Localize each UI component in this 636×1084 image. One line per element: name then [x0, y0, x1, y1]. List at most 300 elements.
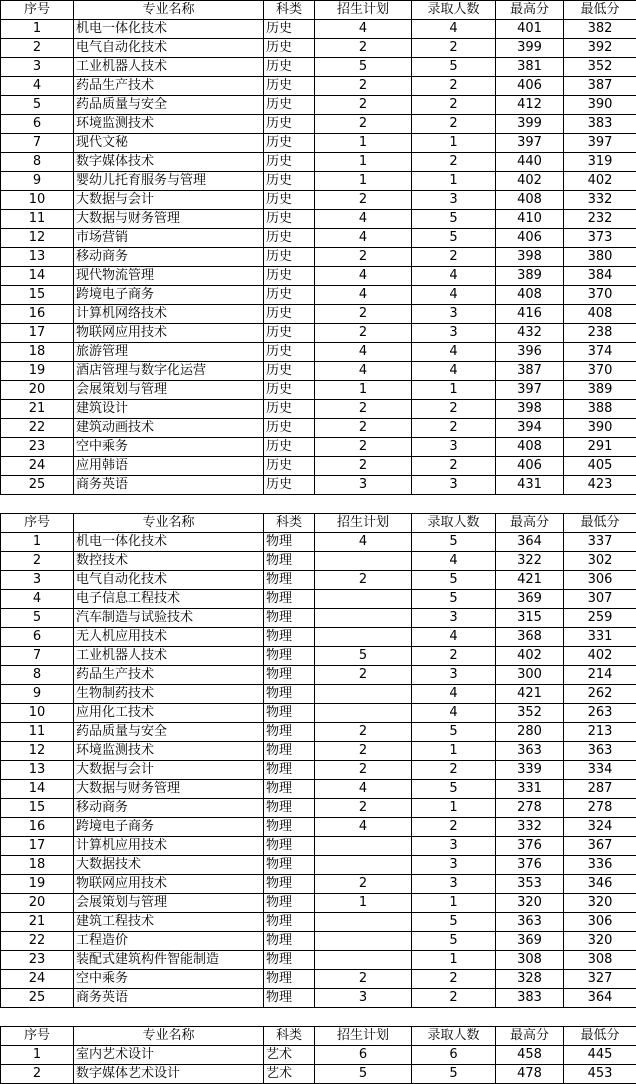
cell-lowest-score: 405 — [564, 457, 636, 476]
cell-lowest-score: 364 — [564, 989, 636, 1008]
cell-admitted-count: 4 — [412, 685, 496, 704]
cell-lowest-score: 382 — [564, 20, 636, 39]
cell-major-name: 酒店管理与数字化运营 — [74, 362, 264, 381]
cell-seq: 4 — [1, 77, 74, 96]
cell-category: 物理 — [264, 742, 315, 761]
cell-admitted-count: 1 — [412, 894, 496, 913]
cell-major-name: 跨境电子商务 — [74, 818, 264, 837]
table-row — [1, 191, 636, 210]
cell-major-name: 物联网应用技术 — [74, 324, 264, 343]
cell-admitted-count: 5 — [412, 780, 496, 799]
table-row — [1, 400, 636, 419]
cell-admitted-count: 5 — [412, 590, 496, 609]
cell-highest-score: 478 — [496, 1065, 564, 1084]
column-header-admitted-count: 录取人数 — [412, 1027, 496, 1046]
table-row — [1, 856, 636, 875]
cell-lowest-score: 370 — [564, 362, 636, 381]
table-row — [1, 248, 636, 267]
cell-admitted-count: 3 — [412, 856, 496, 875]
cell-category: 物理 — [264, 647, 315, 666]
cell-category: 物理 — [264, 875, 315, 894]
cell-lowest-score: 383 — [564, 115, 636, 134]
cell-lowest-score: 384 — [564, 267, 636, 286]
cell-category: 历史 — [264, 20, 315, 39]
table-header-row — [1, 1, 636, 20]
cell-seq: 3 — [1, 58, 74, 77]
cell-highest-score: 280 — [496, 723, 564, 742]
cell-highest-score: 416 — [496, 305, 564, 324]
cell-seq: 16 — [1, 305, 74, 324]
cell-major-name: 应用化工技术 — [74, 704, 264, 723]
cell-major-name: 物联网应用技术 — [74, 875, 264, 894]
cell-seq: 22 — [1, 419, 74, 438]
cell-enrollment-plan: 4 — [315, 533, 412, 552]
cell-category: 历史 — [264, 476, 315, 495]
column-header-enrollment-plan: 招生计划 — [315, 1, 412, 20]
cell-enrollment-plan — [315, 856, 412, 875]
cell-seq: 5 — [1, 609, 74, 628]
cell-major-name: 商务英语 — [74, 989, 264, 1008]
cell-enrollment-plan: 1 — [315, 381, 412, 400]
cell-highest-score: 363 — [496, 913, 564, 932]
cell-category: 物理 — [264, 571, 315, 590]
cell-major-name: 计算机网络技术 — [74, 305, 264, 324]
column-header-admitted-count: 录取人数 — [412, 1, 496, 20]
cell-seq: 5 — [1, 96, 74, 115]
cell-enrollment-plan: 1 — [315, 134, 412, 153]
cell-category: 历史 — [264, 96, 315, 115]
cell-enrollment-plan — [315, 932, 412, 951]
cell-highest-score: 401 — [496, 20, 564, 39]
cell-admitted-count: 5 — [412, 229, 496, 248]
table-row — [1, 39, 636, 58]
cell-category: 历史 — [264, 134, 315, 153]
cell-lowest-score: 390 — [564, 419, 636, 438]
cell-major-name: 工业机器人技术 — [74, 58, 264, 77]
cell-highest-score: 397 — [496, 381, 564, 400]
cell-seq: 17 — [1, 837, 74, 856]
cell-enrollment-plan: 2 — [315, 191, 412, 210]
cell-category: 物理 — [264, 856, 315, 875]
cell-highest-score: 440 — [496, 153, 564, 172]
cell-lowest-score: 306 — [564, 571, 636, 590]
cell-highest-score: 410 — [496, 210, 564, 229]
table-row — [1, 1065, 636, 1084]
cell-admitted-count: 2 — [412, 153, 496, 172]
table-header-row — [1, 1027, 636, 1046]
cell-category: 历史 — [264, 400, 315, 419]
cell-major-name: 数字媒体艺术设计 — [74, 1065, 264, 1084]
cell-enrollment-plan — [315, 913, 412, 932]
table-row — [1, 476, 636, 495]
cell-lowest-score: 331 — [564, 628, 636, 647]
cell-admitted-count: 3 — [412, 875, 496, 894]
table-row — [1, 742, 636, 761]
cell-category: 历史 — [264, 115, 315, 134]
cell-major-name: 大数据与财务管理 — [74, 210, 264, 229]
table-row — [1, 77, 636, 96]
table-row — [1, 229, 636, 248]
cell-category: 历史 — [264, 305, 315, 324]
cell-enrollment-plan: 3 — [315, 476, 412, 495]
cell-seq: 17 — [1, 324, 74, 343]
cell-lowest-score: 302 — [564, 552, 636, 571]
table-row — [1, 704, 636, 723]
table-row — [1, 837, 636, 856]
table-row — [1, 362, 636, 381]
cell-lowest-score: 380 — [564, 248, 636, 267]
cell-enrollment-plan: 2 — [315, 400, 412, 419]
cell-major-name: 大数据与会计 — [74, 191, 264, 210]
cell-category: 历史 — [264, 172, 315, 191]
cell-category: 物理 — [264, 590, 315, 609]
column-header-enrollment-plan: 招生计划 — [315, 1027, 412, 1046]
cell-enrollment-plan — [315, 951, 412, 970]
cell-seq: 21 — [1, 400, 74, 419]
cell-major-name: 汽车制造与试验技术 — [74, 609, 264, 628]
cell-lowest-score: 389 — [564, 381, 636, 400]
cell-major-name: 药品质量与安全 — [74, 96, 264, 115]
cell-major-name: 数控技术 — [74, 552, 264, 571]
cell-seq: 4 — [1, 590, 74, 609]
table-row — [1, 552, 636, 571]
cell-category: 物理 — [264, 951, 315, 970]
cell-highest-score: 406 — [496, 77, 564, 96]
cell-seq: 10 — [1, 704, 74, 723]
cell-category: 历史 — [264, 153, 315, 172]
cell-seq: 2 — [1, 1065, 74, 1084]
cell-seq: 8 — [1, 153, 74, 172]
cell-lowest-score: 291 — [564, 438, 636, 457]
cell-lowest-score: 334 — [564, 761, 636, 780]
cell-seq: 13 — [1, 248, 74, 267]
cell-enrollment-plan — [315, 590, 412, 609]
cell-admitted-count: 4 — [412, 704, 496, 723]
cell-enrollment-plan: 2 — [315, 39, 412, 58]
table-row — [1, 951, 636, 970]
cell-major-name: 大数据与会计 — [74, 761, 264, 780]
cell-admitted-count: 2 — [412, 989, 496, 1008]
cell-major-name: 旅游管理 — [74, 343, 264, 362]
cell-highest-score: 339 — [496, 761, 564, 780]
cell-admitted-count: 3 — [412, 476, 496, 495]
cell-enrollment-plan: 4 — [315, 780, 412, 799]
cell-highest-score: 431 — [496, 476, 564, 495]
cell-major-name: 移动商务 — [74, 248, 264, 267]
table-row — [1, 666, 636, 685]
cell-category: 物理 — [264, 533, 315, 552]
table-row — [1, 894, 636, 913]
table-row — [1, 628, 636, 647]
cell-highest-score: 381 — [496, 58, 564, 77]
cell-highest-score: 300 — [496, 666, 564, 685]
cell-highest-score: 315 — [496, 609, 564, 628]
cell-enrollment-plan: 4 — [315, 20, 412, 39]
cell-enrollment-plan: 5 — [315, 647, 412, 666]
cell-seq: 19 — [1, 875, 74, 894]
cell-enrollment-plan: 1 — [315, 153, 412, 172]
cell-highest-score: 278 — [496, 799, 564, 818]
table-row — [1, 533, 636, 552]
cell-seq: 2 — [1, 39, 74, 58]
cell-enrollment-plan: 2 — [315, 419, 412, 438]
cell-seq: 10 — [1, 191, 74, 210]
cell-lowest-score: 352 — [564, 58, 636, 77]
cell-admitted-count: 2 — [412, 248, 496, 267]
cell-admitted-count: 4 — [412, 343, 496, 362]
cell-highest-score: 412 — [496, 96, 564, 115]
cell-highest-score: 352 — [496, 704, 564, 723]
cell-major-name: 空中乘务 — [74, 438, 264, 457]
cell-admitted-count: 2 — [412, 457, 496, 476]
cell-category: 历史 — [264, 77, 315, 96]
cell-lowest-score: 445 — [564, 1046, 636, 1065]
cell-category: 物理 — [264, 970, 315, 989]
cell-seq: 16 — [1, 818, 74, 837]
cell-seq: 7 — [1, 647, 74, 666]
table-header-row — [1, 514, 636, 533]
cell-seq: 13 — [1, 761, 74, 780]
cell-seq: 11 — [1, 210, 74, 229]
table-row — [1, 913, 636, 932]
cell-category: 历史 — [264, 229, 315, 248]
cell-category: 历史 — [264, 362, 315, 381]
cell-seq: 12 — [1, 742, 74, 761]
cell-lowest-score: 390 — [564, 96, 636, 115]
cell-category: 历史 — [264, 438, 315, 457]
cell-lowest-score: 370 — [564, 286, 636, 305]
cell-highest-score: 353 — [496, 875, 564, 894]
table-row — [1, 780, 636, 799]
cell-seq: 21 — [1, 913, 74, 932]
cell-highest-score: 399 — [496, 115, 564, 134]
cell-highest-score: 432 — [496, 324, 564, 343]
cell-enrollment-plan: 2 — [315, 970, 412, 989]
cell-major-name: 移动商务 — [74, 799, 264, 818]
column-header-lowest-score: 最低分 — [564, 1, 636, 20]
cell-highest-score: 369 — [496, 590, 564, 609]
cell-category: 物理 — [264, 989, 315, 1008]
cell-category: 历史 — [264, 343, 315, 362]
cell-major-name: 会展策划与管理 — [74, 894, 264, 913]
cell-category: 历史 — [264, 210, 315, 229]
cell-major-name: 药品生产技术 — [74, 666, 264, 685]
cell-category: 历史 — [264, 419, 315, 438]
cell-enrollment-plan: 4 — [315, 286, 412, 305]
cell-category: 物理 — [264, 780, 315, 799]
table-row — [1, 989, 636, 1008]
cell-enrollment-plan: 2 — [315, 457, 412, 476]
cell-enrollment-plan — [315, 609, 412, 628]
cell-enrollment-plan — [315, 552, 412, 571]
cell-category: 物理 — [264, 552, 315, 571]
table-row — [1, 590, 636, 609]
cell-admitted-count: 3 — [412, 438, 496, 457]
cell-seq: 9 — [1, 172, 74, 191]
cell-seq: 1 — [1, 1046, 74, 1065]
cell-seq: 23 — [1, 951, 74, 970]
cell-enrollment-plan: 2 — [315, 875, 412, 894]
cell-highest-score: 376 — [496, 856, 564, 875]
column-header-major-name: 专业名称 — [74, 1, 264, 20]
cell-lowest-score: 306 — [564, 913, 636, 932]
column-header-admitted-count: 录取人数 — [412, 514, 496, 533]
column-header-category: 科类 — [264, 1027, 315, 1046]
cell-lowest-score: 324 — [564, 818, 636, 837]
cell-lowest-score: 346 — [564, 875, 636, 894]
cell-category: 历史 — [264, 39, 315, 58]
table-row — [1, 343, 636, 362]
table-row — [1, 571, 636, 590]
cell-major-name: 市场营销 — [74, 229, 264, 248]
cell-major-name: 室内艺术设计 — [74, 1046, 264, 1065]
cell-lowest-score: 263 — [564, 704, 636, 723]
cell-category: 历史 — [264, 286, 315, 305]
column-header-seq: 序号 — [1, 514, 74, 533]
cell-lowest-score: 320 — [564, 894, 636, 913]
cell-highest-score: 368 — [496, 628, 564, 647]
cell-seq: 15 — [1, 286, 74, 305]
cell-lowest-score: 374 — [564, 343, 636, 362]
table-row — [1, 305, 636, 324]
column-header-major-name: 专业名称 — [74, 1027, 264, 1046]
cell-highest-score: 397 — [496, 134, 564, 153]
table-row — [1, 457, 636, 476]
cell-lowest-score: 387 — [564, 77, 636, 96]
cell-enrollment-plan: 4 — [315, 267, 412, 286]
cell-highest-score: 332 — [496, 818, 564, 837]
cell-admitted-count: 3 — [412, 305, 496, 324]
cell-lowest-score: 336 — [564, 856, 636, 875]
cell-highest-score: 383 — [496, 989, 564, 1008]
cell-highest-score: 376 — [496, 837, 564, 856]
cell-admitted-count: 5 — [412, 1065, 496, 1084]
cell-major-name: 婴幼儿托育服务与管理 — [74, 172, 264, 191]
cell-major-name: 跨境电子商务 — [74, 286, 264, 305]
cell-major-name: 环境监测技术 — [74, 742, 264, 761]
cell-lowest-score: 423 — [564, 476, 636, 495]
table-row — [1, 685, 636, 704]
cell-enrollment-plan: 4 — [315, 362, 412, 381]
cell-lowest-score: 367 — [564, 837, 636, 856]
cell-admitted-count: 1 — [412, 799, 496, 818]
physics-admission-table — [0, 513, 636, 1008]
cell-major-name: 计算机应用技术 — [74, 837, 264, 856]
cell-lowest-score: 363 — [564, 742, 636, 761]
cell-highest-score: 408 — [496, 191, 564, 210]
cell-admitted-count: 5 — [412, 533, 496, 552]
cell-enrollment-plan: 2 — [315, 248, 412, 267]
table-row — [1, 20, 636, 39]
cell-enrollment-plan: 2 — [315, 742, 412, 761]
cell-highest-score: 322 — [496, 552, 564, 571]
table-row — [1, 647, 636, 666]
cell-category: 历史 — [264, 324, 315, 343]
column-header-enrollment-plan: 招生计划 — [315, 514, 412, 533]
column-header-lowest-score: 最低分 — [564, 1027, 636, 1046]
cell-major-name: 药品质量与安全 — [74, 723, 264, 742]
cell-enrollment-plan: 3 — [315, 989, 412, 1008]
cell-highest-score: 408 — [496, 286, 564, 305]
cell-seq: 12 — [1, 229, 74, 248]
cell-lowest-score: 408 — [564, 305, 636, 324]
cell-major-name: 建筑动画技术 — [74, 419, 264, 438]
cell-seq: 24 — [1, 970, 74, 989]
cell-lowest-score: 402 — [564, 647, 636, 666]
table-row — [1, 818, 636, 837]
cell-seq: 9 — [1, 685, 74, 704]
table-row — [1, 1046, 636, 1065]
cell-lowest-score: 388 — [564, 400, 636, 419]
cell-enrollment-plan: 6 — [315, 1046, 412, 1065]
cell-category: 历史 — [264, 381, 315, 400]
cell-enrollment-plan: 2 — [315, 723, 412, 742]
cell-enrollment-plan: 2 — [315, 305, 412, 324]
cell-admitted-count: 4 — [412, 267, 496, 286]
column-header-major-name: 专业名称 — [74, 514, 264, 533]
table-row — [1, 153, 636, 172]
cell-major-name: 生物制药技术 — [74, 685, 264, 704]
table-row — [1, 419, 636, 438]
column-header-seq: 序号 — [1, 1, 74, 20]
cell-enrollment-plan: 1 — [315, 172, 412, 191]
cell-major-name: 机电一体化技术 — [74, 533, 264, 552]
cell-enrollment-plan: 2 — [315, 324, 412, 343]
cell-enrollment-plan — [315, 704, 412, 723]
cell-admitted-count: 1 — [412, 951, 496, 970]
cell-lowest-score: 320 — [564, 932, 636, 951]
cell-seq: 18 — [1, 343, 74, 362]
column-header-seq: 序号 — [1, 1027, 74, 1046]
cell-lowest-score: 327 — [564, 970, 636, 989]
cell-major-name: 现代物流管理 — [74, 267, 264, 286]
cell-admitted-count: 2 — [412, 647, 496, 666]
table-row — [1, 723, 636, 742]
cell-admitted-count: 4 — [412, 286, 496, 305]
column-header-category: 科类 — [264, 514, 315, 533]
column-header-category: 科类 — [264, 1, 315, 20]
cell-category: 物理 — [264, 723, 315, 742]
cell-admitted-count: 5 — [412, 723, 496, 742]
cell-admitted-count: 1 — [412, 172, 496, 191]
cell-lowest-score: 213 — [564, 723, 636, 742]
cell-enrollment-plan: 2 — [315, 96, 412, 115]
cell-lowest-score: 319 — [564, 153, 636, 172]
cell-seq: 18 — [1, 856, 74, 875]
cell-seq: 20 — [1, 894, 74, 913]
table-row — [1, 324, 636, 343]
cell-highest-score: 308 — [496, 951, 564, 970]
cell-major-name: 工业机器人技术 — [74, 647, 264, 666]
cell-seq: 25 — [1, 476, 74, 495]
cell-lowest-score: 392 — [564, 39, 636, 58]
cell-seq: 6 — [1, 628, 74, 647]
cell-highest-score: 398 — [496, 248, 564, 267]
cell-highest-score: 421 — [496, 685, 564, 704]
cell-admitted-count: 3 — [412, 191, 496, 210]
cell-seq: 20 — [1, 381, 74, 400]
cell-major-name: 装配式建筑构件智能制造 — [74, 951, 264, 970]
cell-lowest-score: 373 — [564, 229, 636, 248]
cell-admitted-count: 3 — [412, 837, 496, 856]
cell-lowest-score: 397 — [564, 134, 636, 153]
cell-lowest-score: 307 — [564, 590, 636, 609]
cell-enrollment-plan: 4 — [315, 229, 412, 248]
cell-admitted-count: 6 — [412, 1046, 496, 1065]
table-row — [1, 58, 636, 77]
cell-highest-score: 408 — [496, 438, 564, 457]
cell-highest-score: 328 — [496, 970, 564, 989]
